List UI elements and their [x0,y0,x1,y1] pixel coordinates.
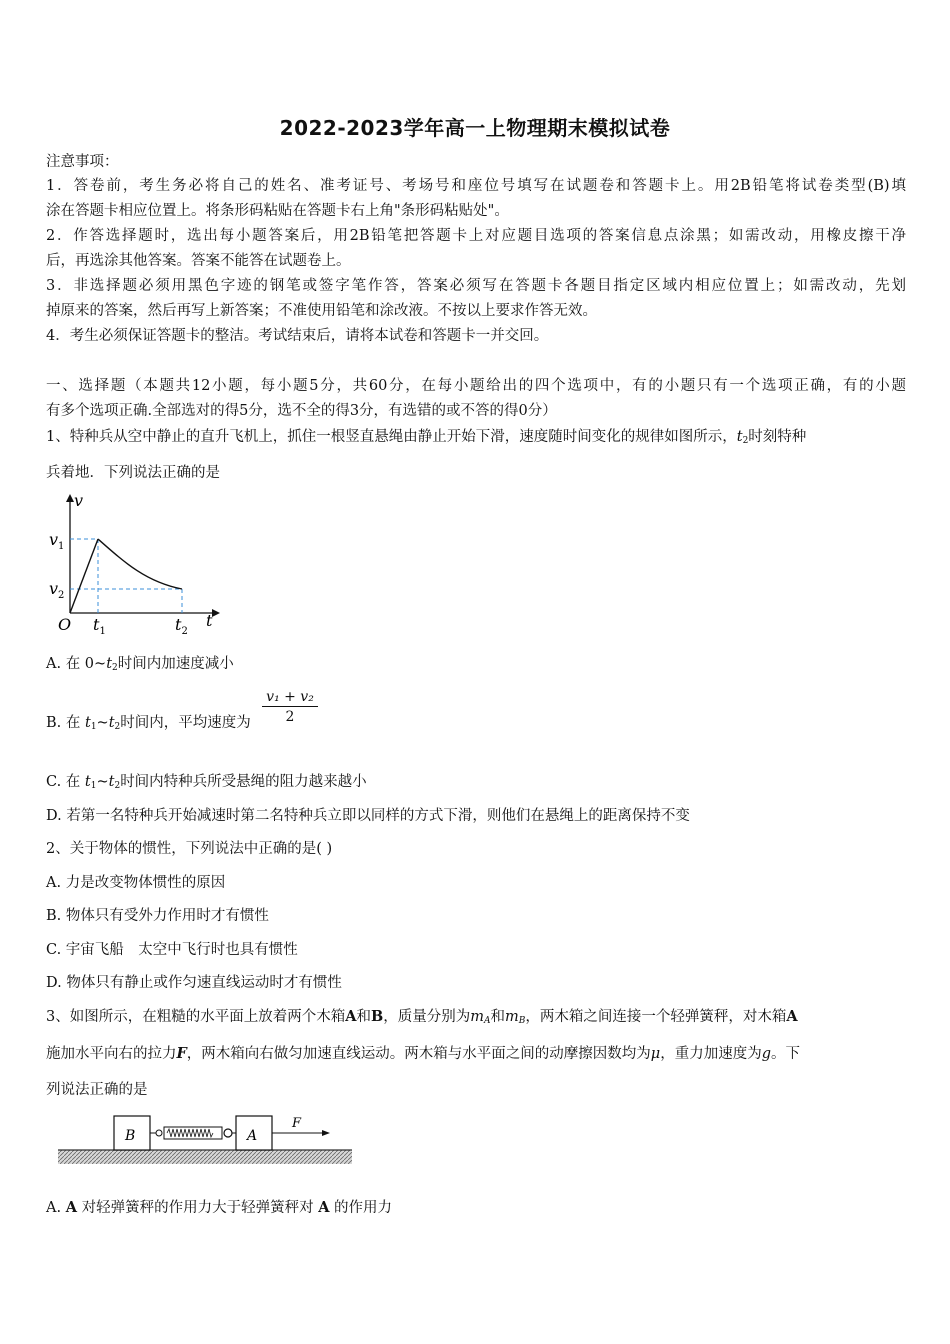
notice-line-7: 4．考生必须保证答题卡的整洁。考试结束后，请将本试卷和答题卡一并交回。 [46,328,549,344]
q1-stem-t2-sub: 2 [742,436,749,446]
q1-option-d: D. 若第一名特种兵开始减速时第二名特种兵立即以同样的方式下滑，则他们在悬绳上的距离保持不变 [46,808,690,824]
notice-line-2: 涂在答题卡相应位置上。将条形码粘贴在答题卡右上角"条形码粘贴处"。 [46,203,509,219]
origin-label: O [58,615,72,634]
tick-t2: $t_2$ [175,615,188,635]
notice-line-6: 掉原来的答案，然后再写上新答案；不准使用铅笔和涂改液。不按以上要求作答无效。 [46,303,597,319]
q1-option-c: C. 在 $t_1\sim t_2$时间内特种兵所受悬绳的阻力越来越小 [46,774,367,791]
q2-option-a: A. 力是改变物体惯性的原因 [46,875,226,891]
force-label: F [292,1116,302,1131]
notice-heading: 注意事项： [46,154,119,170]
q3-boxes-figure [56,1112,356,1168]
notice-line-1: 1．答卷前，考生务必将自己的姓名、准考证号、考场号和座位号填写在试题卷和答题卡上。用2B铅笔将试卷类型(B)填 [46,178,906,194]
vt-axes [66,494,220,617]
fraction-denominator: 2 [285,709,295,725]
vt-curve [70,539,182,613]
q3-stem-line-3: 列说法正确的是 [46,1082,148,1098]
q1-option-a: A. 在 $0\sim t_2$时间内加速度减小 [46,656,234,673]
notice-line-5: 3．非选择题必须用黑色字迹的钢笔或签字笔作答，答案必须写在答题卡各题目指定区域内相应位置上；如需改动，先划 [46,278,906,294]
q1-stem-text-b: 时刻特种 [748,429,807,445]
vt-guides [70,539,182,613]
q1-stem-line-2: 兵着地．下列说法正确的是 [46,465,220,481]
q1-option-b-fraction [262,689,318,725]
q1-stem-t2: t [736,429,743,445]
q1-option-b: B. 在 $t_1\sim t_2$时间内，平均速度为 [46,715,251,732]
q3-stem-line-1: 3、如图所示，在粗糙的水平面上放着两个木箱A和B，质量分别为$m_A$和$m_B$，两木箱之间连接一个轻弹簧秤，对木箱A [46,1008,798,1026]
q3-stem-line-2: 施加水平向右的拉力F，两木箱向右做匀加速直线运动。两木箱与水平面之间的动摩擦因数均为μ，重力加速度为g。下 [46,1045,801,1062]
spring-balance [150,1127,236,1139]
section-heading-line-2: 有多个选项正确.全部选对的得5分，选不全的得3分，有选错的或不答的得0分） [46,403,557,419]
tick-v2: $v_2$ [49,579,65,601]
q1-stem-line-1 [46,427,806,451]
q3-option-a: A. A 对轻弹簧秤的作用力大于轻弹簧秤对 A 的作用力 [46,1199,393,1216]
rough-ground [58,1150,352,1164]
q2-stem: 2、关于物体的惯性，下列说法中正确的是( ) [46,841,333,857]
box-b-label: B [125,1128,136,1144]
q1-vt-graph [44,490,224,635]
page-title: 2022-2023学年高一上物理期末模拟试卷 [279,116,671,140]
notice-line-3: 2．作答选择题时，选出每小题答案后，用2B铅笔把答题卡上对应题目选项的答案信息点涂黑；如需改动，用橡皮擦干净 [46,228,906,244]
axis-label-t: t [206,611,213,630]
tick-v1: $v_1$ [49,530,65,552]
q2-option-c: C. 宇宙飞船 太空中飞行时也具有惯性 [46,942,298,958]
notice-line-4: 后，再选涂其他答案。答案不能答在试题卷上。 [46,253,351,269]
fraction-numerator: v₁ + v₂ [262,689,318,707]
box-a-label: A [247,1128,258,1144]
q2-option-d: D. 物体只有静止或作匀速直线运动时才有惯性 [46,975,342,991]
axis-label-v: v [74,491,84,510]
section-heading-line-1: 一、选择题（本题共12小题，每小题5分，共60分，在每小题给出的四个选项中，有的小题只有一个选项正确，有的小题 [46,378,906,394]
tick-t1: $t_1$ [93,615,106,635]
q1-stem-text-a: 1、特种兵从空中静止的直升飞机上，抓住一根竖直悬绳由静止开始下滑，速度随时间变化的规律如图所示， [46,429,737,445]
q2-option-b: B. 物体只有受外力作用时才有惯性 [46,908,269,924]
